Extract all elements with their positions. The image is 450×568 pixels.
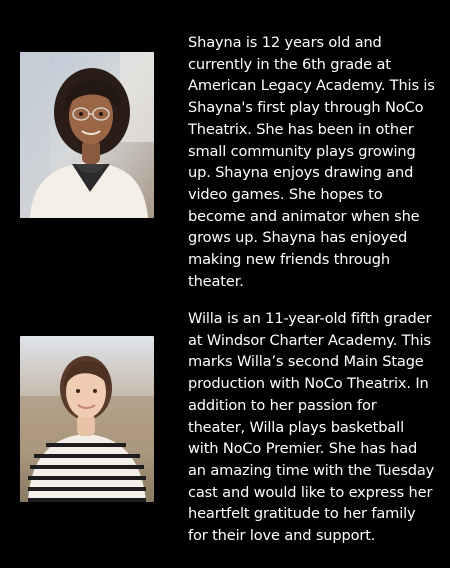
bio-line: making new friends through — [188, 251, 390, 269]
bio-line: Shayna is 12 years old and — [188, 34, 382, 51]
bio-line: become and animator when she — [188, 207, 420, 225]
bio-text-willa — [188, 308, 444, 547]
bio-line: American Legacy Academy. This is — [188, 77, 435, 95]
bio-line: marks Willa’s second Main Stage — [188, 353, 424, 371]
bio-text-shayna — [188, 32, 444, 292]
bio-line: up. Shayna enjoys drawing and — [188, 164, 414, 182]
bio-line: Shayna's first play through NoCo — [188, 99, 424, 117]
bio-line: theater. — [188, 272, 244, 290]
bio-line: with NoCo Premier. She has had — [188, 440, 418, 458]
bio-line: video games. She hopes to — [188, 185, 383, 203]
bio-line: heartfelt gratitude to her family — [188, 505, 416, 523]
bio-line: an amazing time with the Tuesday — [188, 461, 435, 479]
bio-line: grows up. Shayna has enjoyed — [188, 229, 408, 247]
bio-line: currently in the 6th grade at — [188, 55, 391, 73]
headshot-shayna-image — [20, 52, 154, 218]
bio-line: for their love and support. — [188, 527, 376, 545]
bio-line: cast and would like to express her — [188, 483, 433, 501]
headshot-photo-shayna — [20, 52, 154, 218]
headshot-willa-image — [20, 336, 154, 502]
bio-willa — [0, 290, 450, 568]
bio-line: at Windsor Charter Academy. This — [188, 331, 431, 349]
bio-line: theater, Willa plays basketball — [188, 418, 404, 436]
bio-line: production with NoCo Theatrix. In — [188, 375, 429, 393]
bio-line: Theatrix. She has been in other — [188, 120, 414, 138]
bio-line: addition to her passion for — [188, 396, 377, 414]
bio-line: Willa is an 11-year-old fifth grader — [188, 310, 432, 327]
bio-line: small community plays growing — [188, 142, 416, 160]
headshot-photo-willa — [20, 336, 154, 502]
